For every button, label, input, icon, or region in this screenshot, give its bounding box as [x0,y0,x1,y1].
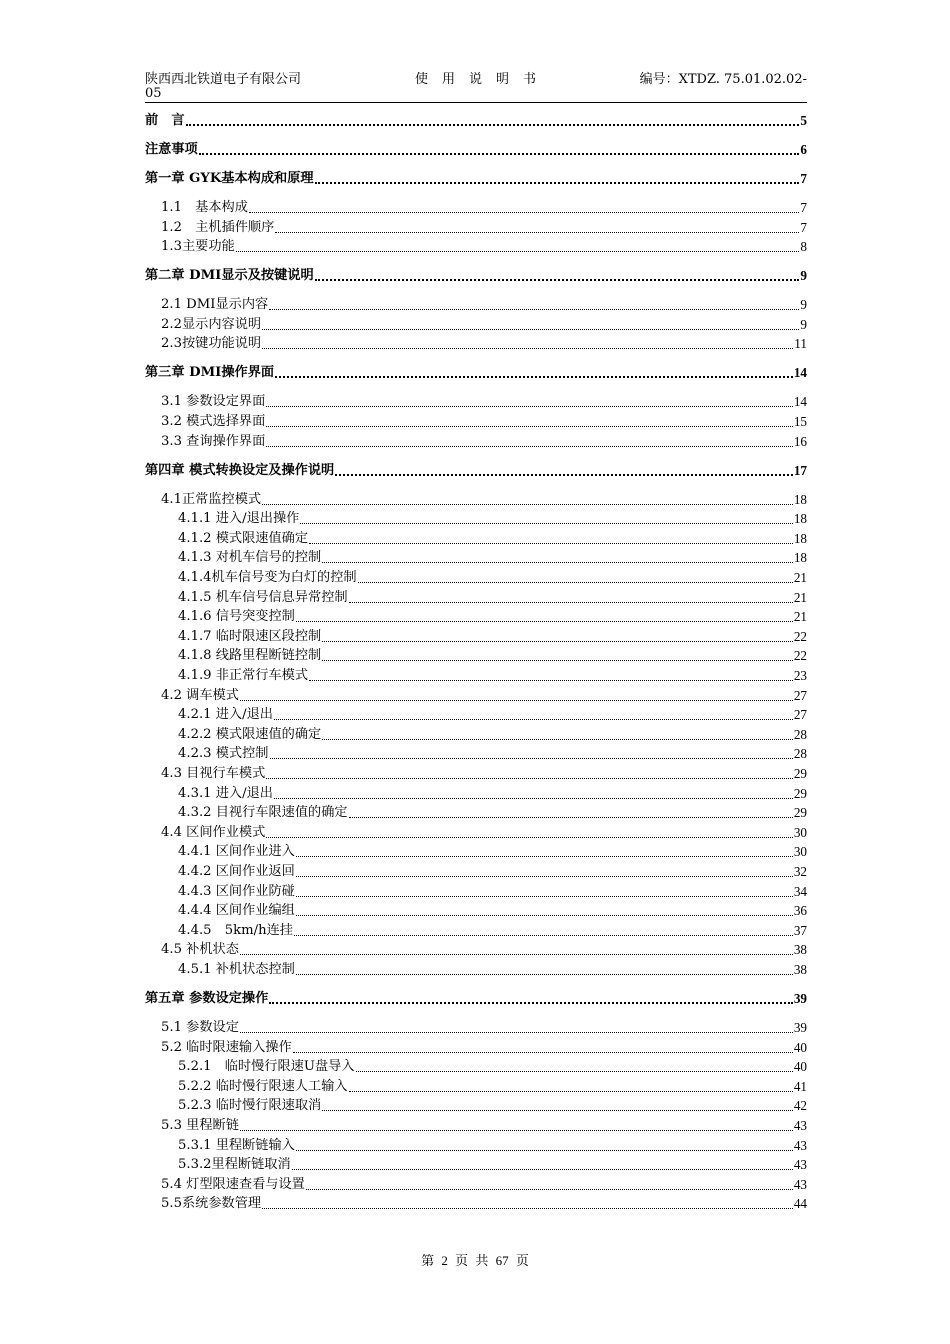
company-name: 陕西西北铁道电子有限公司 [145,72,302,87]
toc-entry[interactable] [145,167,807,187]
toc-entry[interactable] [145,899,807,919]
toc-leader-dots [262,328,799,330]
toc-entry-title: 5.3.1 里程断链输入 [178,1137,295,1153]
toc-leader-dots [292,1168,793,1170]
toc-entry-page: 40 [793,1039,807,1055]
toc-entry[interactable] [145,958,807,978]
toc-entry-page: 30 [793,844,807,860]
toc-entry-page: 11 [794,336,807,352]
toc-leader-dots [240,1129,793,1131]
toc-entry[interactable] [145,860,807,880]
toc-entry-title: 4.1.3 对机车信号的控制 [178,550,322,566]
toc-entry[interactable] [145,1192,807,1212]
toc-entry-page: 22 [793,628,807,644]
document-code-continuation: 05 [145,86,162,101]
toc-entry[interactable] [145,293,807,313]
toc-entry[interactable] [145,987,807,1007]
toc-entry-page: 16 [793,433,807,449]
toc-entry-page: 32 [793,864,807,879]
toc-leader-dots [349,816,793,818]
toc-leader-dots [358,581,793,583]
toc-entry-title: 3.1 参数设定界面 [161,394,266,410]
toc-leader-dots [275,375,793,378]
toc-entry[interactable] [145,109,807,129]
toc-entry-page: 28 [793,726,807,742]
document-code: 编号：XTDZ. 75.01.02.02- [639,72,807,87]
toc-entry-title: 4.1.5 机车信号信息异常控制 [178,589,348,605]
toc-entry-page: 21 [793,609,807,625]
toc-leader-dots [322,1109,793,1111]
toc-entry-title: 4.4.4 区间作业编组 [178,903,295,919]
toc-entry-page: 38 [793,962,807,977]
toc-leader-dots [266,425,793,427]
toc-leader-dots [296,895,793,897]
toc-entry-page: 41 [793,1078,807,1094]
toc-entry-page: 9 [800,297,807,313]
toc-entry-title: 前 言 [145,113,185,128]
toc-entry-page: 14 [793,365,807,381]
toc-leader-dots [186,123,800,126]
toc-leader-dots [294,934,793,936]
toc-entry-title: 3.2 模式选择界面 [161,414,266,429]
toc-entry-title: 4.1.6 信号突变控制 [178,609,295,625]
toc-leader-dots [309,679,793,681]
toc-entry[interactable] [145,880,807,900]
toc-entry-page: 9 [800,316,807,332]
toc-entry-title: 5.2.2 临时慢行限速人工输入 [178,1078,348,1094]
toc-entry[interactable] [145,430,807,450]
toc-entry-title: 4.3.2 目视行车限速值的确定 [178,805,348,821]
toc-leader-dots [296,855,793,857]
toc-entry-title: 4.1.7 临时限速区段控制 [178,628,322,644]
toc-entry[interactable] [145,566,807,586]
toc-entry-title: 5.3.2里程断链取消 [178,1157,291,1173]
toc-entry[interactable] [145,1114,807,1134]
toc-entry[interactable] [145,1094,807,1114]
toc-entry-title: 4.2 调车模式 [161,687,239,703]
toc-leader-dots [296,914,793,916]
toc-entry-title: 1.2 主机插件顺序 [161,219,275,235]
toc-entry-page: 21 [793,589,807,605]
toc-leader-dots [356,1070,793,1072]
toc-entry-page: 18 [793,511,807,527]
toc-entry-title: 4.1.4机车信号变为白灯的控制 [178,570,357,585]
toc-entry[interactable] [145,410,807,430]
toc-entry[interactable] [145,488,807,508]
toc-entry[interactable] [145,625,807,645]
toc-entry-title: 4.1.1 进入/退出操作 [178,511,300,527]
toc-leader-dots [266,405,793,407]
toc-leader-dots [296,973,793,975]
toc-entry-title: 5.4 灯型限速查看与设置 [161,1176,305,1192]
toc-leader-dots [296,875,793,877]
toc-entry[interactable] [145,1036,807,1056]
toc-entry-page: 14 [793,394,807,410]
toc-entry[interactable] [145,723,807,743]
toc-entry-title: 3.3 查询操作界面 [161,433,266,449]
toc-leader-dots [293,1051,793,1053]
toc-entry[interactable] [145,313,807,333]
toc-entry-page: 29 [793,785,807,801]
toc-leader-dots [274,797,793,799]
toc-leader-dots [262,347,793,349]
toc-entry-title: 4.2.3 模式控制 [178,746,269,762]
toc-entry-title: 5.2.1 临时慢行限速U盘导入 [178,1059,355,1075]
toc-entry-page: 29 [793,805,807,821]
toc-entry-page: 21 [793,570,807,585]
toc-leader-dots [269,308,799,310]
toc-entry-page: 7 [800,171,807,186]
toc-entry[interactable] [145,762,807,782]
page-header [145,66,807,104]
toc-entry-title: 4.4.2 区间作业返回 [178,864,295,879]
toc-entry-page: 40 [793,1059,807,1075]
toc-entry[interactable] [145,742,807,762]
toc-leader-dots [262,503,793,505]
toc-entry-page: 9 [800,268,807,284]
toc-entry[interactable] [145,1016,807,1036]
toc-leader-dots [274,718,793,720]
toc-leader-dots [262,1207,793,1209]
toc-entry-title: 第五章 参数设定操作 [145,991,269,1006]
toc-entry-page: 18 [793,530,807,546]
toc-entry-title: 第二章 DMI显示及按键说明 [145,268,314,284]
toc-entry-page: 37 [793,922,807,938]
toc-entry[interactable] [145,703,807,723]
toc-entry-page: 5 [800,113,807,128]
toc-entry[interactable] [145,235,807,255]
toc-leader-dots [349,601,793,603]
toc-entry-title: 4.5 补机状态 [161,942,239,958]
toc-leader-dots [249,211,799,213]
toc-entry[interactable] [145,196,807,216]
toc-entry-page: 43 [793,1137,807,1153]
toc-leader-dots [269,1001,793,1004]
toc-entry-page: 7 [800,200,807,215]
toc-entry-title: 5.2 临时限速输入操作 [161,1039,292,1055]
toc-leader-dots [270,757,793,759]
toc-entry-page: 38 [793,942,807,958]
toc-leader-dots [266,445,793,447]
toc-entry-title: 4.1.8 线路里程断链控制 [178,648,322,664]
toc-leader-dots [266,836,793,838]
toc-entry[interactable] [145,1075,807,1095]
toc-entry-page: 17 [793,462,807,478]
toc-entry-title: 4.2.2 模式限速值的确定 [178,726,322,742]
toc-leader-dots [266,777,793,779]
toc-entry-title: 5.3 里程断链 [161,1118,239,1133]
toc-entry-page: 23 [793,668,807,683]
toc-entry[interactable] [145,1134,807,1154]
toc-entry-page: 43 [793,1118,807,1133]
toc-entry[interactable] [145,1055,807,1075]
toc-entry[interactable] [145,546,807,566]
toc-entry-title: 2.2显示内容说明 [161,316,262,332]
toc-entry-title: 4.4 区间作业模式 [161,824,266,840]
toc-entry[interactable] [145,527,807,547]
toc-entry-page: 28 [793,746,807,762]
toc-entry-page: 27 [793,707,807,723]
toc-entry-title: 4.5.1 补机状态控制 [178,962,295,977]
toc-entry-title: 1.1 基本构成 [161,200,248,215]
toc-entry-page: 18 [793,491,807,507]
toc-leader-dots [322,561,793,563]
toc-entry[interactable] [145,664,807,684]
toc-entry[interactable] [145,605,807,625]
toc-entry-page: 7 [800,219,807,235]
toc-leader-dots [315,181,800,184]
toc-entry-page: 34 [793,883,807,899]
toc-leader-dots [296,1149,793,1151]
toc-leader-dots [236,250,800,252]
toc-leader-dots [349,1090,793,1092]
toc-entry-page: 6 [800,142,807,157]
toc-leader-dots [335,473,793,476]
toc-entry[interactable] [145,919,807,939]
toc-entry-page: 29 [793,766,807,781]
toc-entry-page: 44 [793,1196,807,1212]
toc-entry[interactable] [145,216,807,236]
toc-entry[interactable] [145,801,807,821]
toc-entry-title: 4.4.5 5km/h连挂 [178,922,293,938]
toc-entry[interactable] [145,138,807,158]
toc-entry-title: 5.2.3 临时慢行限速取消 [178,1098,322,1114]
page-footer: 第 2 页 共 67 页 [421,1253,529,1268]
toc-entry-page: 18 [793,550,807,566]
toc-entry-page: 30 [793,824,807,840]
toc-leader-dots [300,522,792,524]
toc-entry[interactable] [145,782,807,802]
toc-entry-title: 4.1.2 模式限速值确定 [178,530,309,546]
toc-leader-dots [315,278,800,281]
toc-entry-page: 15 [793,414,807,429]
header-divider [145,102,807,103]
toc-entry-title: 4.4.3 区间作业防碰 [178,883,295,899]
document-title: 使用说明书 [415,72,551,87]
toc-entry-title: 4.1正常监控模式 [161,491,262,507]
toc-entry[interactable] [145,938,807,958]
toc-entry[interactable] [145,1153,807,1173]
toc-entry-page: 39 [793,1020,807,1035]
toc-entry[interactable] [145,507,807,527]
toc-entry[interactable] [145,361,807,381]
toc-entry[interactable] [145,586,807,606]
toc-leader-dots [240,953,793,955]
toc-entry[interactable] [145,840,807,860]
toc-leader-dots [322,659,793,661]
toc-entry[interactable] [145,264,807,284]
toc-entry-page: 22 [793,648,807,664]
toc-entry[interactable] [145,332,807,352]
toc-entry-title: 第四章 模式转换设定及操作说明 [145,462,335,478]
toc-leader-dots [322,738,793,740]
toc-entry-title: 4.3 目视行车模式 [161,766,266,781]
toc-entry-page: 27 [793,687,807,703]
toc-entry-page: 8 [800,239,807,255]
toc-entry-title: 4.4.1 区间作业进入 [178,844,295,860]
toc-leader-dots [296,620,793,622]
toc-leader-dots [240,699,793,701]
toc-entry[interactable] [145,1173,807,1193]
toc-entry[interactable] [145,821,807,841]
toc-leader-dots [199,152,800,155]
toc-entry-page: 43 [793,1157,807,1173]
toc-leader-dots [275,231,799,233]
toc-entry-title: 2.3按键功能说明 [161,336,262,352]
toc-entry-page: 36 [793,903,807,919]
toc-entry-page: 42 [793,1098,807,1114]
toc-entry-title: 2.1 DMI显示内容 [161,297,269,313]
toc-entry-title: 第三章 DMI操作界面 [145,365,275,381]
toc-entry-title: 4.3.1 进入/退出 [178,785,273,801]
toc-leader-dots [306,1188,793,1190]
toc-entry-title: 注意事项 [145,142,198,157]
toc-leader-dots [309,542,793,544]
toc-entry-title: 1.3主要功能 [161,239,235,255]
toc-entry[interactable] [145,644,807,664]
toc-entry-title: 5.5系统参数管理 [161,1196,262,1212]
toc-entry-page: 39 [793,991,807,1006]
toc-entry[interactable] [145,459,807,479]
toc-entry-page: 43 [793,1176,807,1192]
toc-entry-title: 4.1.9 非正常行车模式 [178,668,309,683]
toc-leader-dots [322,640,793,642]
toc-leader-dots [240,1031,793,1033]
toc-entry-title: 第一章 GYK基本构成和原理 [145,171,314,186]
toc-entry[interactable] [145,390,807,410]
toc-entry-title: 5.1 参数设定 [161,1020,239,1035]
toc-entry[interactable] [145,684,807,704]
toc-entry-title: 4.2.1 进入/退出 [178,707,273,723]
